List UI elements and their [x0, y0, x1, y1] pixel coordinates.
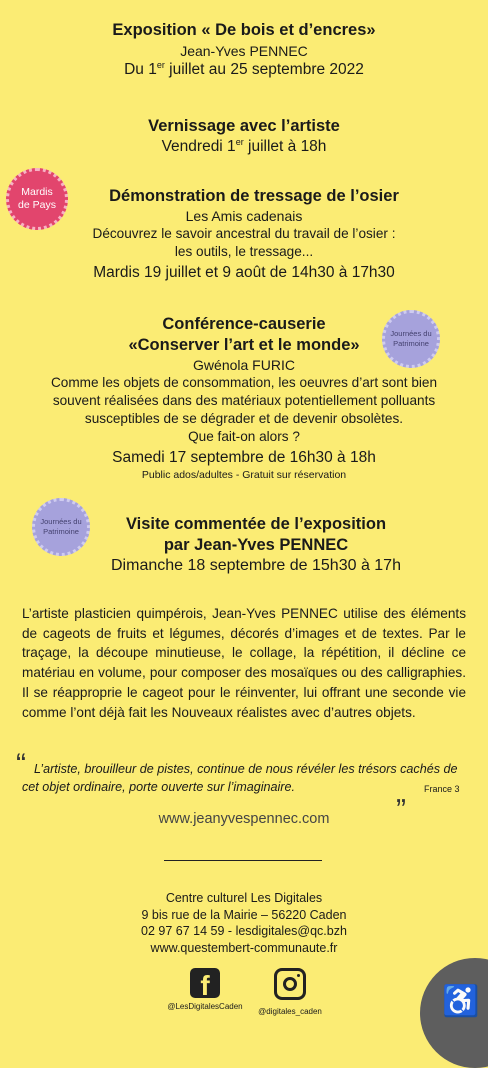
exposition-artist: Jean-Yves PENNEC: [180, 43, 308, 59]
accessibility-button[interactable]: [420, 958, 488, 1068]
divider: [164, 860, 322, 861]
conference-audience: Public ados/adultes - Gratuit sur réservation: [141, 469, 347, 481]
quote-close-mark: „: [396, 776, 406, 809]
conference-speaker: Gwénola FURIC: [193, 357, 295, 373]
contact-block: [0, 890, 488, 956]
visite-date: Dimanche 18 septembre de 15h30 à 17h: [111, 557, 401, 574]
artist-description: L’artiste plasticien quimpérois, Jean-Yves PENNEC utilise des éléments de cageots de fruits et légumes, décorés d’images et de textes. Par le traçage, la découpe minutieuse, le collage, la répétition, il décline ce matériau en volume, pour composer des mosaïques ou des calligraphies. Il se réapproprie le cageot pour le réinventer, lui offrant une seconde vie comme l’ont déjà fait les Nouveaux réalistes avec d’autres objets.: [22, 606, 466, 720]
conference-section: [0, 314, 488, 482]
vernissage-section: [0, 116, 488, 157]
instagram-link[interactable]: [254, 968, 326, 1016]
vernissage-title: Vernissage avec l’artiste: [148, 117, 340, 135]
instagram-handle[interactable]: @digitales_caden: [258, 1007, 322, 1016]
accessibility-icon: ♿: [442, 985, 480, 1018]
conference-desc-1: Comme les objets de consommation, les oeuvres d’art sont bien: [50, 375, 438, 390]
visite-title-1: Visite commentée de l’exposition: [125, 515, 387, 533]
vernissage-date: Vendredi 1er juillet à 18h: [161, 137, 327, 155]
mardis-de-pays-badge: Mardis de Pays: [6, 168, 68, 230]
demonstration-dates: Mardis 19 juillet et 9 août de 14h30 à 17h30: [93, 264, 395, 281]
journees-patrimoine-badge: Journées du Patrimoine: [382, 310, 440, 368]
conference-title-2: «Conserver l’art et le monde»: [128, 336, 360, 354]
conference-desc-3: susceptibles de se dégrader et de devenir obsolètes.: [84, 411, 404, 426]
conference-date: Samedi 17 septembre de 16h30 à 18h: [112, 449, 376, 466]
demonstration-title: Démonstration de tressage de l’osier: [109, 187, 399, 205]
exposition-dates: Du 1er juillet au 25 septembre 2022: [124, 60, 364, 78]
quote-text: L’artiste, brouilleur de pistes, continue de nous révéler les trésors cachés de cet objet ordinaire, porte ouverte sur l’imaginaire.: [22, 762, 458, 794]
facebook-icon[interactable]: f: [190, 968, 220, 998]
contact-venue: Centre culturel Les Digitales: [165, 891, 323, 905]
facebook-handle[interactable]: @LesDigitalesCaden: [167, 1002, 243, 1011]
quote-source: France 3: [424, 784, 460, 794]
instagram-icon[interactable]: [274, 968, 306, 1000]
facebook-link[interactable]: [152, 968, 258, 1011]
contact-phone-email[interactable]: 02 97 67 14 59 - lesdigitales@qc.bzh: [141, 924, 347, 938]
journees-patrimoine-badge-visite: Journées du Patrimoine: [32, 498, 90, 556]
quote-open-mark: “: [16, 748, 26, 781]
contact-address: 9 bis rue de la Mairie – 56220 Caden: [141, 907, 347, 922]
artist-website-link[interactable]: www.jeanyvespennec.com: [158, 811, 330, 827]
conference-desc-2: souvent réalisées dans des matériaux potentiellement polluants: [52, 393, 436, 408]
demonstration-desc-2: les outils, le tressage...: [174, 244, 314, 259]
demonstration-host: Les Amis cadenais: [185, 208, 303, 224]
visite-section: [0, 514, 488, 576]
demonstration-section: [0, 186, 488, 283]
demonstration-desc-1: Découvrez le savoir ancestral du travail de l’osier :: [92, 226, 396, 241]
visite-title-2: par Jean-Yves PENNEC: [163, 536, 349, 554]
contact-website[interactable]: www.questembert-communaute.fr: [150, 940, 338, 955]
exposition-title: Exposition « De bois et d’encres»: [112, 21, 376, 39]
exposition-section: [0, 20, 488, 80]
conference-desc-4: Que fait-on alors ?: [188, 429, 300, 444]
conference-title-1: Conférence-causerie: [162, 315, 326, 333]
